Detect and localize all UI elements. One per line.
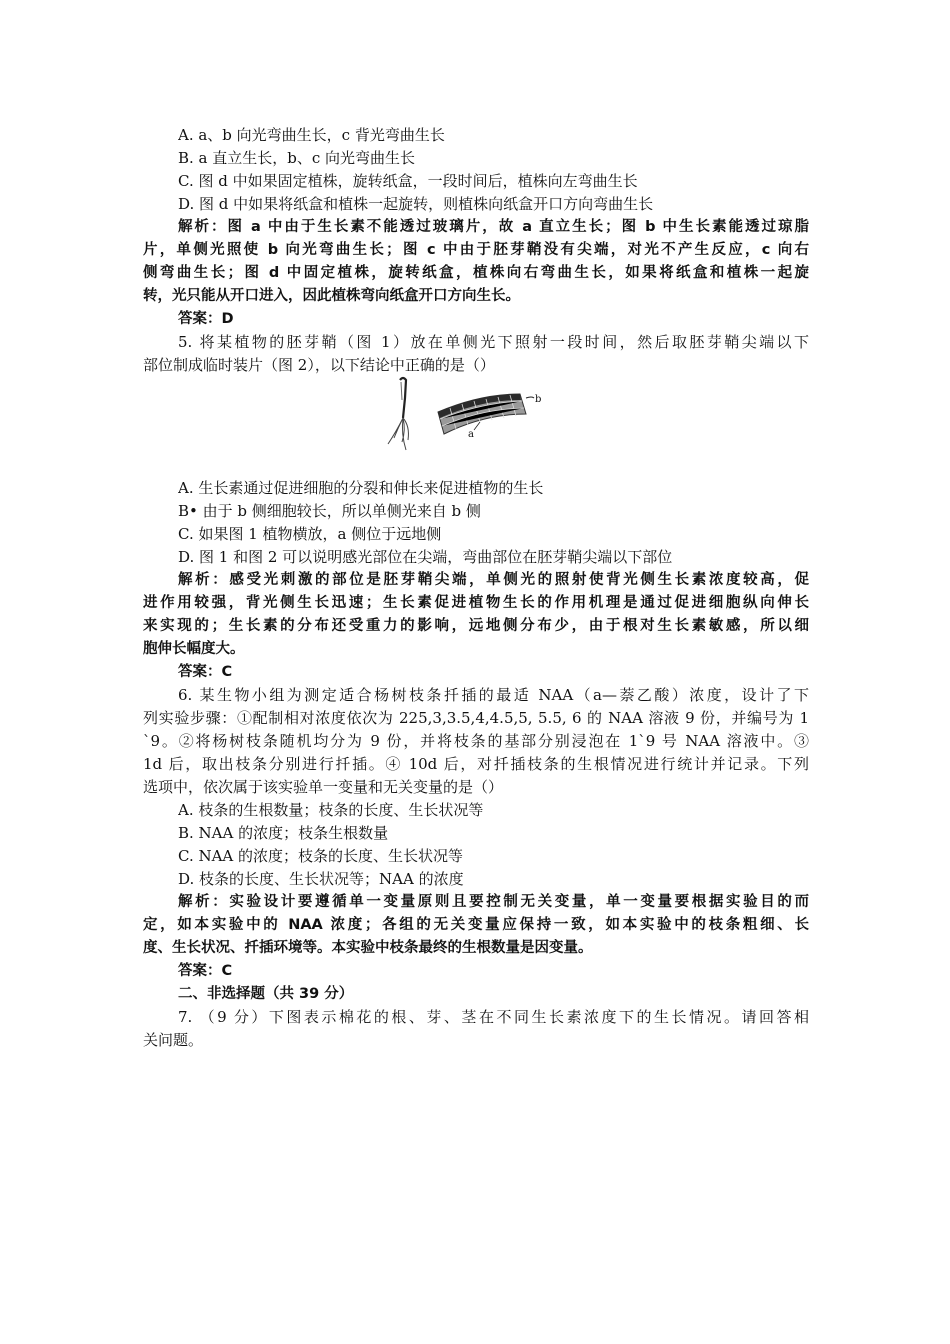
q4-answer: 答案：D <box>178 311 234 327</box>
q6-answer: 答案：C <box>178 963 233 979</box>
q5-analysis-line: 胞伸长幅度大。 <box>143 641 245 657</box>
q4-option-b: B. a 直立生长，b、c 向光弯曲生长 <box>178 149 416 167</box>
q4-option-c: C. 图 d 中如果固定植株，旋转纸盒，一段时间后，植株向左弯曲生长 <box>178 172 638 190</box>
q4-analysis-line: 片，单侧光照使 b 向光弯曲生长；图 c 中由于胚芽鞘没有尖端，对光不产生反应，c 向右 <box>143 242 809 258</box>
figure-label-a: a <box>468 429 474 440</box>
q4-option-d: D. 图 d 中如果将纸盒和植株一起旋转，则植株向纸盒开口方向弯曲生长 <box>178 195 654 213</box>
q7-stem-line: 关问题。 <box>143 1031 204 1049</box>
q4-option-a: A. a、b 向光弯曲生长，c 背光弯曲生长 <box>178 126 445 144</box>
q6-stem-line: 列实验步骤：①配制相对浓度依次为 225,3,3.5,4,4.5,5, 5.5, 6 的 NAA 溶液 9 份，并编号为 1 <box>143 709 809 727</box>
q5-stem-line: 部位制成临时装片（图 2），以下结论中正确的是（） <box>143 356 495 374</box>
q6-option-b: B. NAA 的浓度；枝条生根数量 <box>178 824 389 842</box>
q5-analysis-line: 来实现的；生长素的分布还受重力的影响，远地侧分布少，由于根对生长素敏感，所以细 <box>143 618 809 634</box>
q6-analysis-line: 解析：实验设计要遵循单一变量原则且要控制无关变量，单一变量要根据实验目的而 <box>178 894 809 910</box>
q4-analysis-line: 解析：图 a 中由于生长素不能透过玻璃片，故 a 直立生长；图 b 中生长素能透过琼脂 <box>178 219 809 235</box>
q6-stem-line: 1d 后，取出枝条分别进行扦插。④ 10d 后，对扦插枝条的生根情况进行统计并记录。下列 <box>143 755 809 773</box>
q6-stem-line: `9。②将杨树枝条随机均分为 9 份，并将枝条的基部分别浸泡在 1`9 号 NAA 溶液中。③ <box>143 732 809 750</box>
coleoptile-figure <box>370 374 570 454</box>
q4-analysis-line: 转，光只能从开口进入，因此植株弯向纸盒开口方向生长。 <box>143 288 520 304</box>
q6-analysis-line: 定，如本实验中的 NAA 浓度；各组的无关变量应保持一致，如本实验中的枝条粗细、长 <box>143 917 809 933</box>
section-heading: 二、非选择题（共 39 分） <box>178 986 354 1002</box>
q7-stem-line: 7. （9 分）下图表示棉花的根、芽、茎在不同生长素浓度下的生长情况。请回答相 <box>178 1008 809 1026</box>
figure-1-coleoptile <box>388 378 408 450</box>
q5-option-b: B• 由于 b 侧细胞较长，所以单侧光来自 b 侧 <box>178 502 481 520</box>
q5-stem-line: 5. 将某植物的胚芽鞘（图 1）放在单侧光下照射一段时间，然后取胚芽鞘尖端以下 <box>178 333 809 351</box>
q5-option-c: C. 如果图 1 植物横放，a 侧位于远地侧 <box>178 525 442 543</box>
q5-analysis-line: 进作用较强，背光侧生长迅速；生长素促进植物生长的作用机理是通过促进细胞纵向伸长 <box>143 595 809 611</box>
q6-analysis-line: 度、生长状况、扦插环境等。本实验中枝条最终的生根数量是因变量。 <box>143 940 593 956</box>
q6-stem-line: 6. 某生物小组为测定适合杨树枝条扦插的最适 NAA（a—萘乙酸）浓度，设计了下 <box>178 686 809 704</box>
q4-analysis-line: 侧弯曲生长；图 d 中固定植株，旋转纸盒，植株向右弯曲生长，如果将纸盒和植株一起旋 <box>143 265 809 281</box>
q6-option-c: C. NAA 的浓度；枝条的长度、生长状况等 <box>178 847 464 865</box>
figure-label-b: b <box>535 394 542 405</box>
figure-2-cell-section <box>438 394 541 440</box>
q5-option-a: A. 生长素通过促进细胞的分裂和伸长来促进植物的生长 <box>178 479 544 497</box>
q5-option-d: D. 图 1 和图 2 可以说明感光部位在尖端，弯曲部位在胚芽鞘尖端以下部位 <box>178 548 673 566</box>
q6-stem-line: 选项中，依次属于该实验单一变量和无关变量的是（） <box>143 778 504 796</box>
q6-option-d: D. 枝条的长度、生长状况等；NAA 的浓度 <box>178 870 464 888</box>
q5-answer: 答案：C <box>178 664 233 680</box>
q6-option-a: A. 枝条的生根数量；枝条的长度、生长状况等 <box>178 801 484 819</box>
q5-analysis-line: 解析：感受光刺激的部位是胚芽鞘尖端，单侧光的照射使背光侧生长素浓度较高，促 <box>178 572 809 588</box>
